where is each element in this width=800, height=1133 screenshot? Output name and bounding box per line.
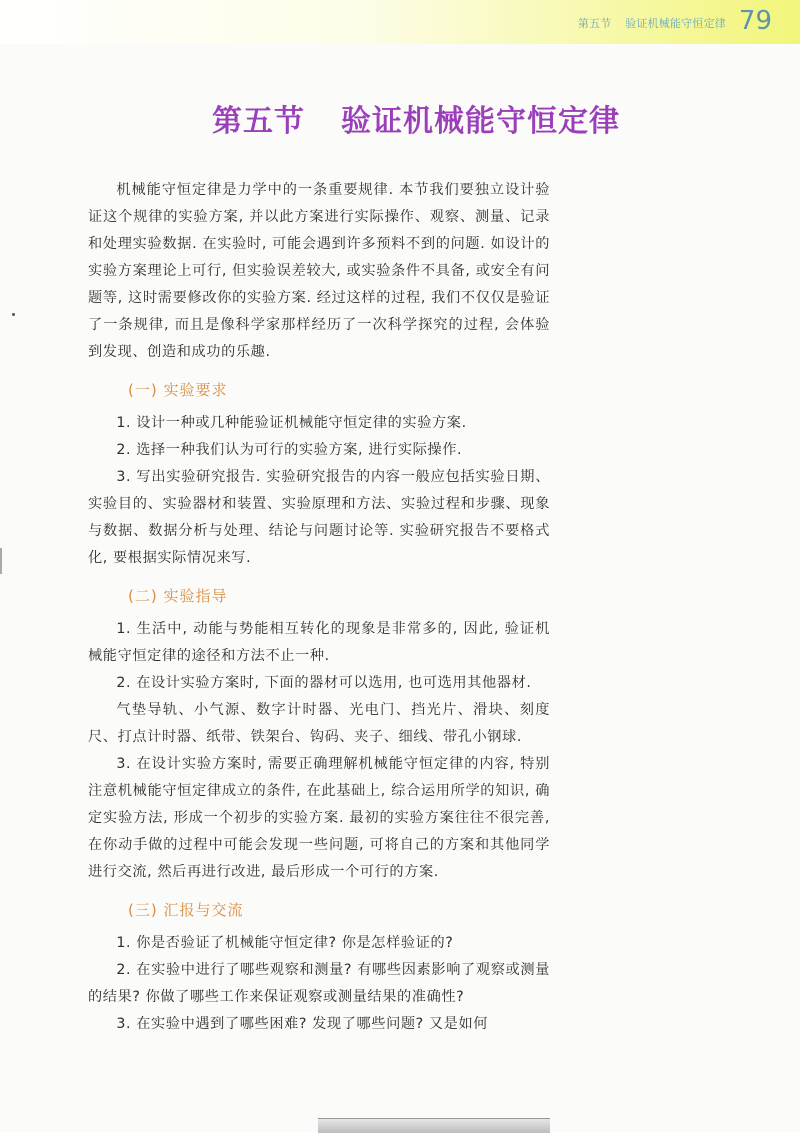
equipment-list: 气垫导轨、小气源、数字计时器、光电门、挡光片、滑块、刻度尺、打点计时器、纸带、铁架台、钩码、夹子、细线、带孔小钢球. <box>88 702 550 745</box>
body-content <box>88 177 550 1038</box>
report-item: 2. 在实验中进行了哪些观察和测量? 有哪些因素影响了观察或测量的结果? 你做了哪些工作来保证观察或测量结果的准确性? <box>88 962 550 1005</box>
running-header <box>578 15 726 31</box>
heading-report: (三) 汇报与交流 <box>128 901 244 919</box>
title-name: 验证机械能守恒定律 <box>341 104 620 139</box>
requirement-item: 2. 选择一种我们认为可行的实验方案, 进行实际操作. <box>116 442 463 458</box>
margin-dot <box>12 313 15 316</box>
header-section-label: 第五节 <box>577 17 612 30</box>
guidance-item: 2. 在设计实验方案时, 下面的器材可以选用, 也可选用其他器材. <box>116 675 532 691</box>
intro-paragraph: 机械能守恒定律是力学中的一条重要规律. 本节我们要独立设计验证这个规律的实验方案, 并以此方案进行实际操作、观察、测量、记录和处理实验数据. 在实验时, 可能会遇到许多预料不到的问题. 如设计的实验方案理论上可行, 但实验误差较大, 或实验条件不具备, 或安全有问题等, 这时需要修改你的实验方案. 经过这样的过程, 我们不仅仅是验证了一条规律, 而且是像科学家那样经历了一次科学探究的过程, 会体验到发现、创造和成功的乐趣. <box>88 182 550 360</box>
header-section-title: 验证机械能守恒定律 <box>625 17 726 30</box>
report-item: 1. 你是否验证了机械能守恒定律? 你是怎样验证的? <box>116 935 454 951</box>
guidance-item: 1. 生活中, 动能与势能相互转化的现象是非常多的, 因此, 验证机械能守恒定律的途径和方法不止一种. <box>88 621 550 664</box>
guidance-item: 3. 在设计实验方案时, 需要正确理解机械能守恒定律的内容, 特别注意机械能守恒定律成立的条件, 在此基础上, 综合运用所学的知识, 确定实验方法, 形成一个初步的实验方案. 最初的实验方案往往不很完善, 在你动手做的过程中可能会发现一些问题, 可将自己的方案和其他同学进行交流, 然后再进行改进, 最后形成一个可行的方案. <box>88 756 550 880</box>
margin-mark <box>0 548 2 574</box>
title-section-number: 第五节 <box>212 104 305 139</box>
requirement-item: 1. 设计一种或几种能验证机械能守恒定律的实验方案. <box>116 415 467 431</box>
page-bottom-tab <box>318 1118 550 1133</box>
heading-requirements: (一) 实验要求 <box>128 381 228 399</box>
requirement-item: 3. 写出实验研究报告. 实验研究报告的内容一般应包括实验日期、实验目的、实验器材和装置、实验原理和方法、实验过程和步骤、现象与数据、数据分析与处理、结论与问题讨论等. 实验研究报告不要格式化, 要根据实际情况来写. <box>88 469 550 566</box>
page-header <box>0 0 800 44</box>
page-number: 79 <box>738 6 772 36</box>
heading-guidance: (二) 实验指导 <box>128 587 228 605</box>
page-title <box>212 104 620 140</box>
report-item: 3. 在实验中遇到了哪些困难? 发现了哪些问题? 又是如何 <box>116 1016 489 1032</box>
